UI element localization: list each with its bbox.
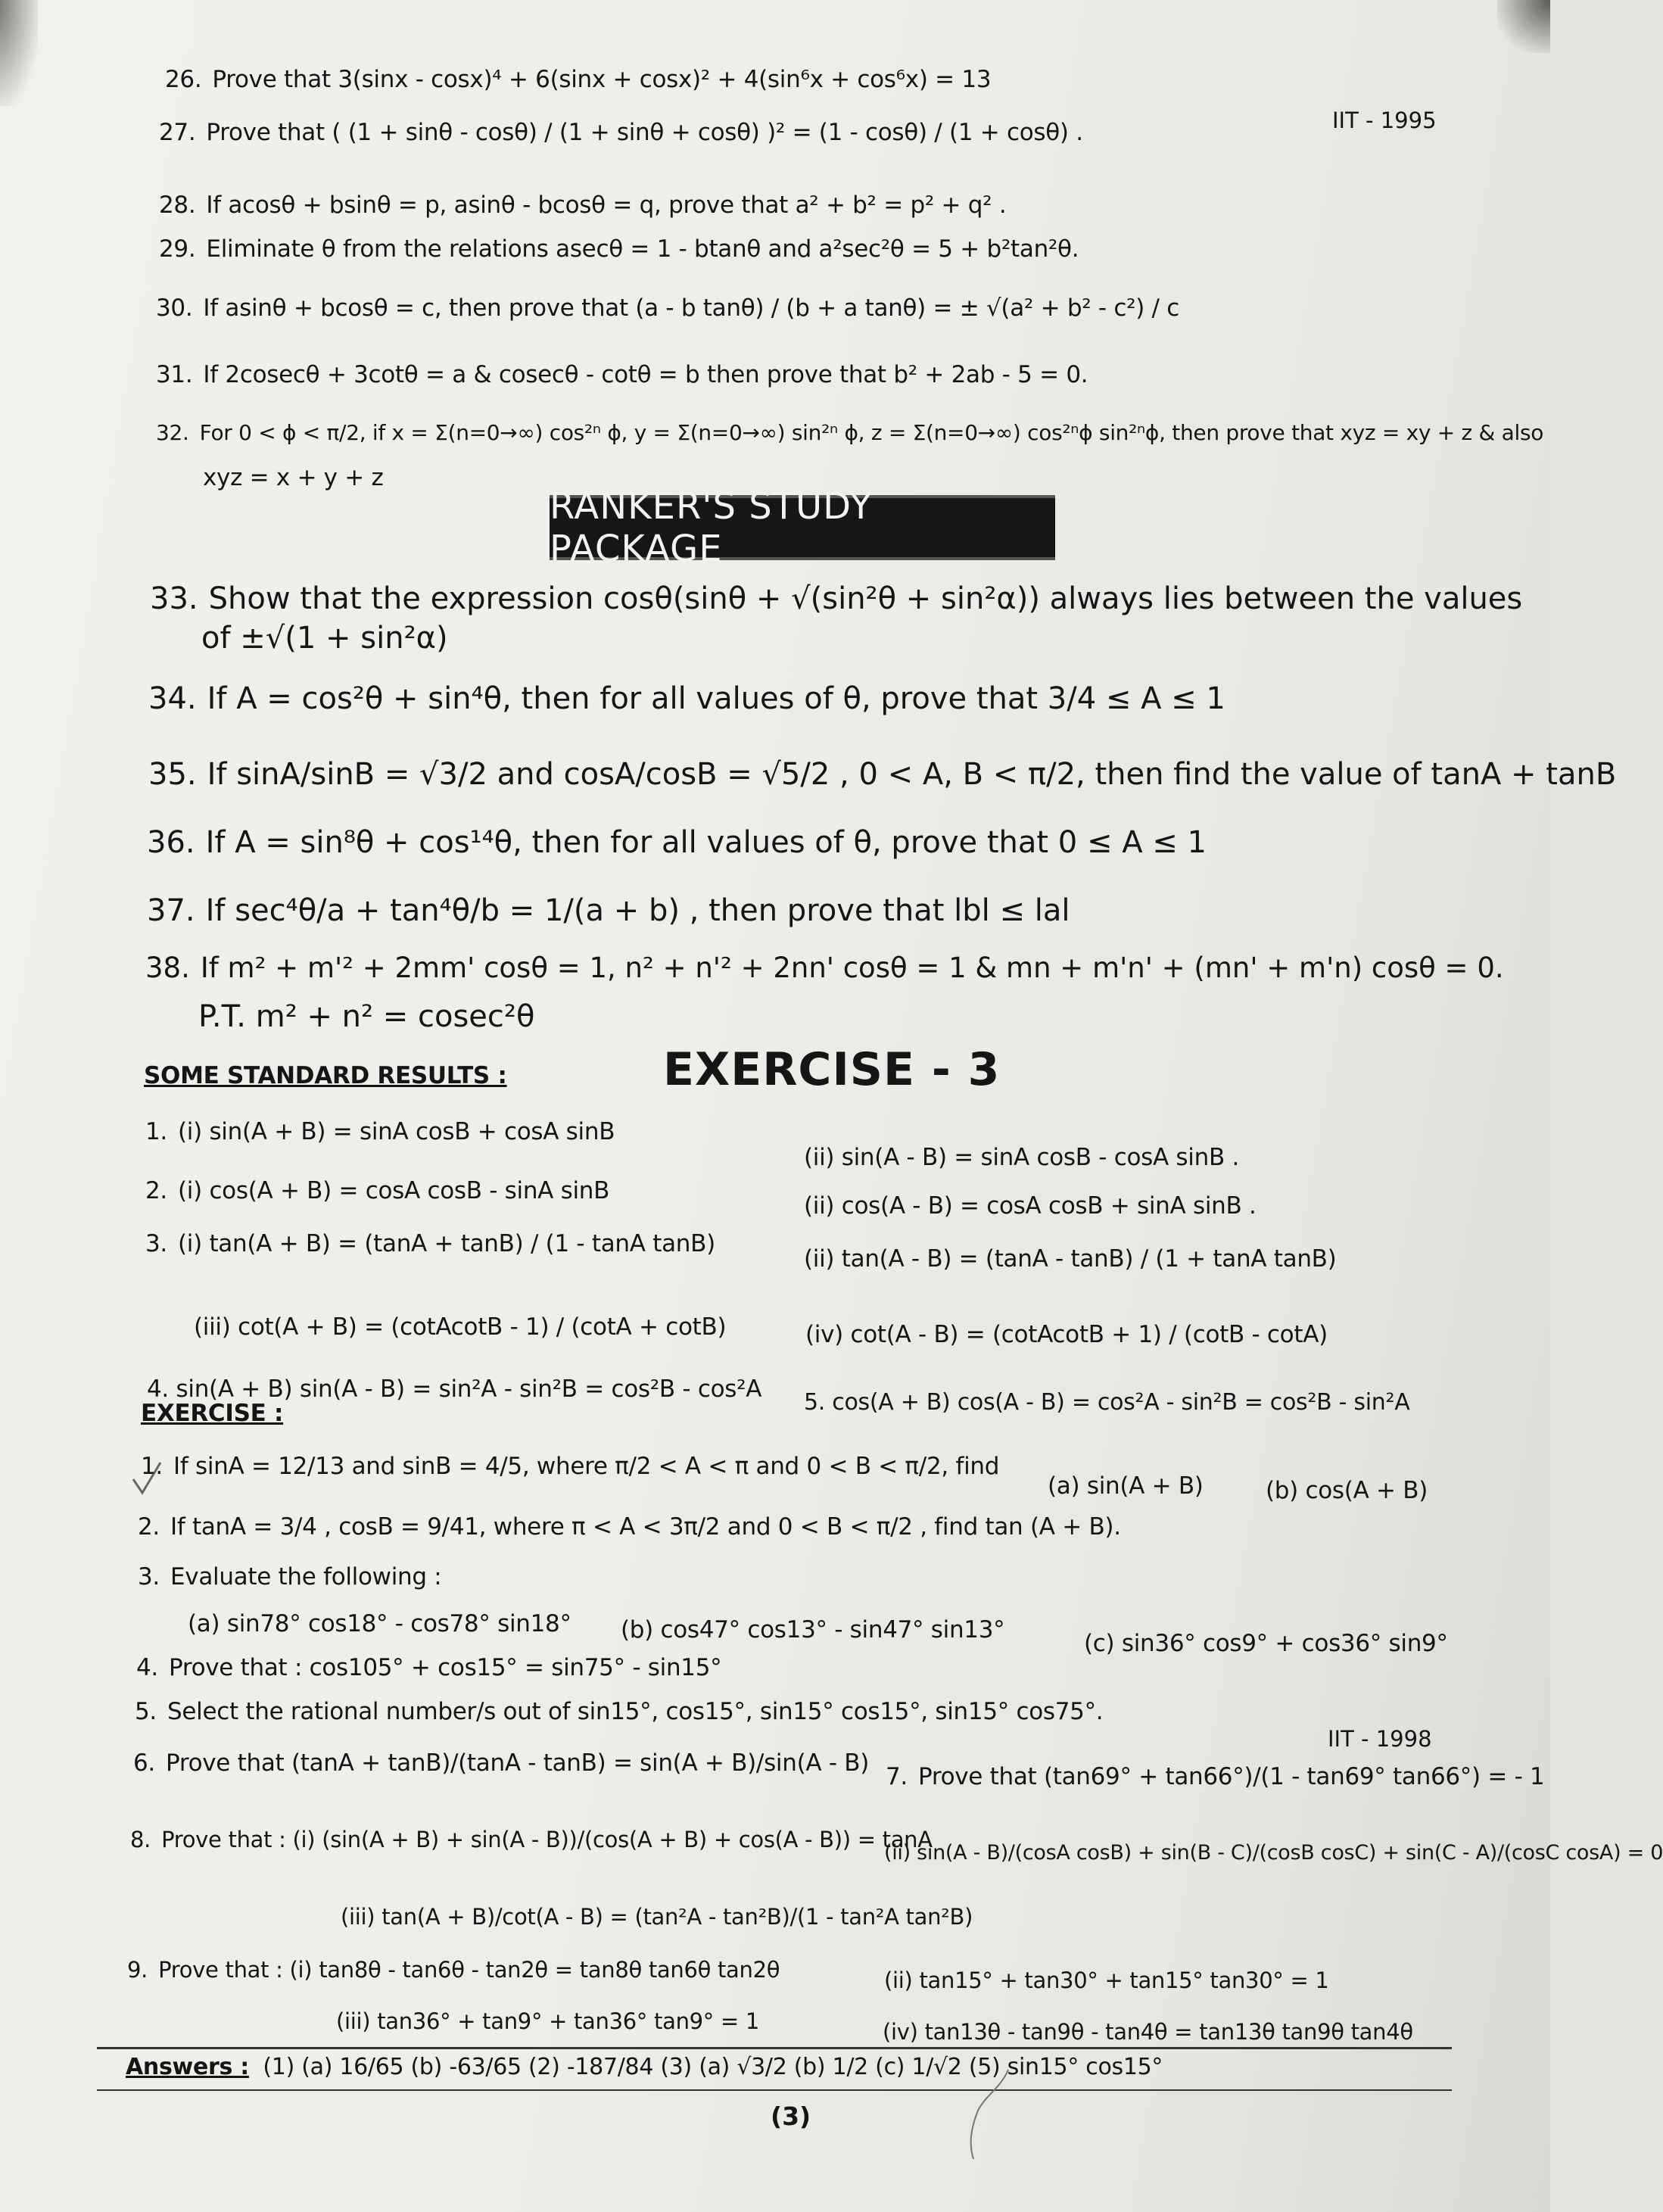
problem-38-continued: P.T. m² + n² = cosec²θ <box>198 999 535 1034</box>
exercise-8: 8. Prove that : (i) (sin(A + B) + sin(A - B))/(cos(A + B) + cos(A - B)) = tanA <box>130 1827 933 1852</box>
exercise-9-iii: (iii) tan36° + tan9° + tan36° tan9° = 1 <box>336 2008 759 2034</box>
problem-32: 32. For 0 < ϕ < π/2, if x = Σ(n=0→∞) cos²ⁿ ϕ, y = Σ(n=0→∞) sin²ⁿ ϕ, z = Σ(n=0→∞) cos²ⁿϕ sin²ⁿϕ, then prove that xyz = xy + z & also <box>156 420 1544 445</box>
exercise-3-a: (a) sin78° cos18° - cos78° sin18° <box>188 1610 571 1637</box>
exercise-3-title: EXERCISE - 3 <box>663 1043 1001 1096</box>
problem-37: 37. If sec⁴θ/a + tan⁴θ/b = 1/(a + b) , then prove that lbl ≤ lal <box>147 893 1070 928</box>
answers-divider-top <box>97 2047 1452 2049</box>
exercise-9-ii: (ii) tan15° + tan30° + tan15° tan30° = 1 <box>884 1967 1329 1993</box>
exercise-1-a: (a) sin(A + B) <box>1048 1472 1204 1500</box>
answers-divider-bottom <box>97 2089 1452 2091</box>
result-2-left: 2. (i) cos(A + B) = cosA cosB - sinA sinB <box>145 1177 610 1204</box>
problem-28: 28. If acosθ + bsinθ = p, asinθ - bcosθ = q, prove that a² + b² = p² + q² . <box>159 192 1007 219</box>
rankers-study-package-banner: RANKER'S STUDY PACKAGE <box>550 495 1055 560</box>
result-3-iii: (iii) cot(A + B) = (cotAcotB - 1) / (cotA + cotB) <box>194 1313 727 1341</box>
exercise-2: 2. If tanA = 3/4 , cosB = 9/41, where π < A < 3π/2 and 0 < B < π/2 , find tan (A + B). <box>138 1513 1121 1541</box>
pen-scribble-icon <box>955 2065 1023 2164</box>
problem-36: 36. If A = sin⁸θ + cos¹⁴θ, then for all values of θ, prove that 0 ≤ A ≤ 1 <box>147 825 1207 860</box>
standard-results-heading: SOME STANDARD RESULTS : <box>144 1062 507 1089</box>
exercise-5: 5. Select the rational number/s out of sin15°, cos15°, sin15° cos15°, sin15° cos75°. <box>135 1698 1104 1725</box>
exercise-1: 1. If sinA = 12/13 and sinB = 4/5, where π/2 < A < π and 0 < B < π/2, find <box>141 1453 1000 1480</box>
result-1-right: (ii) sin(A - B) = sinA cosB - cosA sinB . <box>804 1144 1240 1171</box>
problem-34: 34. If A = cos²θ + sin⁴θ, then for all values of θ, prove that 3/4 ≤ A ≤ 1 <box>148 681 1225 716</box>
problem-26: 26. Prove that 3(sinx - cosx)⁴ + 6(sinx + cosx)² + 4(sin⁶x + cos⁶x) = 13 <box>165 66 992 93</box>
exercise-9-iv: (iv) tan13θ - tan9θ - tan4θ = tan13θ tan9θ tan4θ <box>883 2019 1413 2045</box>
exercise-8-ii: (ii) sin(A - B)/(cosA cosB) + sin(B - C)/(cosB cosC) + sin(C - A)/(cosC cosA) = 0 <box>884 1841 1663 1865</box>
result-2-right: (ii) cos(A - B) = cosA cosB + sinA sinB . <box>804 1192 1257 1220</box>
result-5: 5. cos(A + B) cos(A - B) = cos²A - sin²B = cos²B - sin²A <box>804 1389 1410 1416</box>
problem-29: 29. Eliminate θ from the relations asecθ = 1 - btanθ and a²sec²θ = 5 + b²tan²θ. <box>159 235 1079 263</box>
problem-33: 33. Show that the expression cosθ(sinθ + √(sin²θ + sin²α)) always lies between the values <box>150 581 1523 616</box>
page-corner-shadow <box>1497 0 1550 53</box>
exercise-6: 6. Prove that (tanA + tanB)/(tanA - tanB) = sin(A + B)/sin(A - B) <box>133 1749 870 1777</box>
result-1-left: 1. (i) sin(A + B) = sinA cosB + cosA sinB <box>145 1118 615 1145</box>
exercise-3-b: (b) cos47° cos13° - sin47° sin13° <box>621 1616 1005 1643</box>
result-3-left: 3. (i) tan(A + B) = (tanA + tanB) / (1 - tanA tanB) <box>145 1230 715 1257</box>
exercise-9: 9. Prove that : (i) tan8θ - tan6θ - tan2θ = tan8θ tan6θ tan2θ <box>127 1957 780 1983</box>
exercise-3: 3. Evaluate the following : <box>138 1563 442 1590</box>
problem-27: 27. Prove that ( (1 + sinθ - cosθ) / (1 + sinθ + cosθ) )² = (1 - cosθ) / (1 + cosθ) . <box>159 119 1083 146</box>
problem-31: 31. If 2cosecθ + 3cotθ = a & cosecθ - cotθ = b then prove that b² + 2ab - 5 = 0. <box>156 361 1088 388</box>
answers-line: Answers : (1) (a) 16/65 (b) -63/65 (2) -187/84 (3) (a) √3/2 (b) 1/2 (c) 1/√2 (5) sin15° cos15° <box>126 2054 1163 2080</box>
exercise-3-c: (c) sin36° cos9° + cos36° sin9° <box>1084 1630 1448 1657</box>
binding-shadow <box>0 0 38 106</box>
result-3-right: (ii) tan(A - B) = (tanA - tanB) / (1 + tanA tanB) <box>804 1245 1337 1273</box>
iit-1995-reference: IIT - 1995 <box>1332 107 1437 133</box>
iit-1998-reference: IIT - 1998 <box>1328 1726 1432 1752</box>
exercise-1-b: (b) cos(A + B) <box>1266 1477 1428 1504</box>
problem-32-continued: xyz = x + y + z <box>203 464 384 491</box>
problem-30: 30. If asinθ + bcosθ = c, then prove that (a - b tanθ) / (b + a tanθ) = ± √(a² + b² - c²) / c <box>156 294 1179 322</box>
exercise-heading: EXERCISE : <box>141 1400 284 1427</box>
exercise-4: 4. Prove that : cos105° + cos15° = sin75° - sin15° <box>136 1654 722 1681</box>
problem-35: 35. If sinA/sinB = √3/2 and cosA/cosB = √5/2 , 0 < A, B < π/2, then find the value of tanA + tanB <box>148 757 1617 792</box>
result-3-iv: (iv) cot(A - B) = (cotAcotB + 1) / (cotB - cotA) <box>805 1321 1328 1348</box>
problem-38: 38. If m² + m'² + 2mm' cosθ = 1, n² + n'² + 2nn' cosθ = 1 & mn + m'n' + (mn' + m'n) cosθ = 0. <box>145 952 1504 984</box>
page-number: (3) <box>771 2101 811 2131</box>
problem-33-continued: of ±√(1 + sin²α) <box>201 621 448 656</box>
exercise-8-iii: (iii) tan(A + B)/cot(A - B) = (tan²A - tan²B)/(1 - tan²A tan²B) <box>341 1904 973 1930</box>
exercise-7: 7. Prove that (tan69° + tan66°)/(1 - tan69° tan66°) = - 1 <box>886 1763 1545 1790</box>
result-4: 4. sin(A + B) sin(A - B) = sin²A - sin²B = cos²B - cos²A <box>147 1375 762 1403</box>
